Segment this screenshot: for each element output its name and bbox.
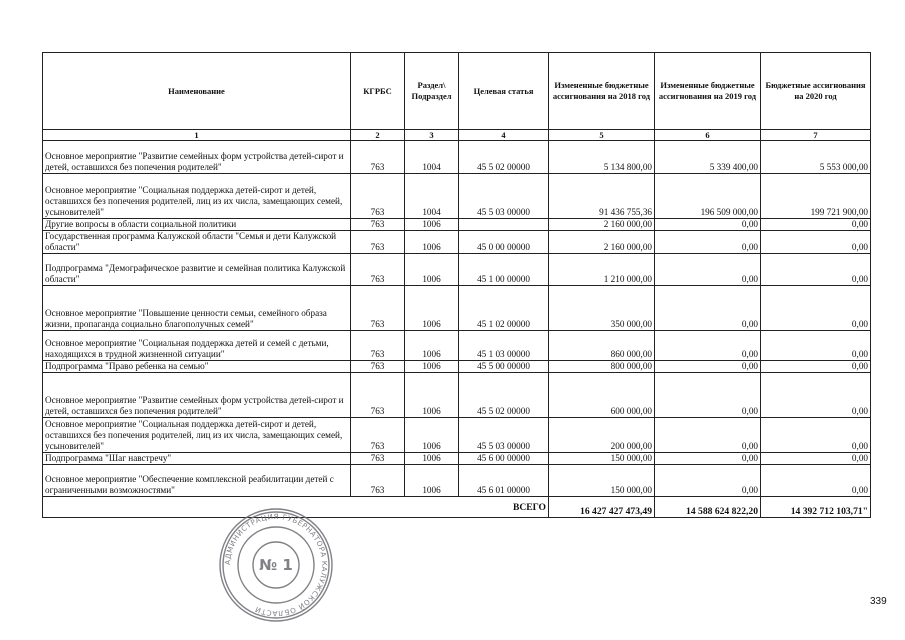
row-section: 1006 [405,361,459,373]
table-row [43,174,871,219]
table-row [43,453,871,465]
row-value-2020: 0,00 [761,453,871,465]
seal-outer-text: АДМИНИСТРАЦИЯ ГУБЕРНАТОРА КАЛУЖСКОЙ ОБЛАСТИ [222,511,330,619]
row-value-2019: 0,00 [655,231,761,254]
row-section: 1006 [405,231,459,254]
row-kgrbs: 763 [351,219,405,231]
row-section: 1006 [405,331,459,361]
row-section: 1006 [405,286,459,331]
row-value-2020: 0,00 [761,231,871,254]
row-value-2018: 5 134 800,00 [549,141,655,174]
row-value-2020: 0,00 [761,373,871,418]
row-value-2018: 150 000,00 [549,453,655,465]
row-value-2020: 0,00 [761,286,871,331]
row-kgrbs: 763 [351,465,405,497]
row-value-2019: 5 339 400,00 [655,141,761,174]
row-value-2018: 600 000,00 [549,373,655,418]
row-kgrbs: 763 [351,141,405,174]
row-target: 45 5 00 00000 [459,361,549,373]
row-value-2018: 860 000,00 [549,331,655,361]
row-section: 1006 [405,465,459,497]
column-number: 1 [43,130,351,141]
row-kgrbs: 763 [351,174,405,219]
row-name: Основное мероприятие "Повышение ценности семьи, семейного образа жизни, пропаганда социально благополучных семей" [43,286,351,331]
row-target: 45 5 02 00000 [459,373,549,418]
column-number: 3 [405,130,459,141]
row-target: 45 0 00 00000 [459,231,549,254]
row-kgrbs: 763 [351,331,405,361]
column-number: 7 [761,130,871,141]
row-kgrbs: 763 [351,373,405,418]
table-row [43,373,871,418]
row-section: 1006 [405,254,459,286]
row-value-2019: 0,00 [655,219,761,231]
row-value-2019: 0,00 [655,331,761,361]
header-row [43,53,871,130]
official-seal [214,506,338,624]
row-target: 45 6 01 00000 [459,465,549,497]
row-section: 1006 [405,219,459,231]
total-2019: 14 588 624 822,20 [655,497,761,518]
budget-table [42,52,871,518]
row-kgrbs: 763 [351,254,405,286]
row-value-2018: 200 000,00 [549,418,655,453]
row-value-2018: 350 000,00 [549,286,655,331]
row-value-2018: 2 160 000,00 [549,219,655,231]
row-section: 1006 [405,373,459,418]
header-section: Раздел\ Подраздел [405,53,459,130]
table-body [43,141,871,497]
row-target: 45 1 02 00000 [459,286,549,331]
row-value-2019: 0,00 [655,418,761,453]
table-row [43,219,871,231]
row-name: Основное мероприятие "Социальная поддержка детей-сирот и детей, оставшихся без попечения родителей, лиц из их числа, замещающих семей, усыновителей" [43,418,351,453]
row-value-2018: 91 436 755,36 [549,174,655,219]
column-number: 4 [459,130,549,141]
page-number: 339 [870,596,887,607]
table-row [43,465,871,497]
row-value-2020: 0,00 [761,254,871,286]
table-row [43,361,871,373]
row-target: 45 1 00 00000 [459,254,549,286]
table-row [43,286,871,331]
row-target [459,219,549,231]
header-name: Наименование [43,53,351,130]
header-kgrbs: КГРБС [351,53,405,130]
table-row [43,231,871,254]
row-value-2019: 0,00 [655,373,761,418]
row-name: Основное мероприятие "Развитие семейных форм устройства детей-сирот и детей, оставшихся без попечения родителей" [43,141,351,174]
row-value-2019: 0,00 [655,254,761,286]
total-label: ВСЕГО [43,497,549,518]
total-row [43,497,871,518]
row-value-2020: 0,00 [761,219,871,231]
row-value-2019: 0,00 [655,286,761,331]
header-2020: Бюджетные ассигнования на 2020 год [761,53,871,130]
row-value-2019: 0,00 [655,361,761,373]
table-row [43,418,871,453]
row-value-2018: 2 160 000,00 [549,231,655,254]
header-2018: Измененные бюджетные ассигнования на 2018 год [549,53,655,130]
total-2018: 16 427 427 473,49 [549,497,655,518]
table-row [43,254,871,286]
row-value-2020: 199 721 900,00 [761,174,871,219]
row-name: Государственная программа Калужской области "Семья и дети Калужской области" [43,231,351,254]
row-section: 1006 [405,453,459,465]
row-name: Другие вопросы в области социальной политики [43,219,351,231]
row-kgrbs: 763 [351,361,405,373]
row-name: Подпрограмма "Право ребенка на семью" [43,361,351,373]
row-kgrbs: 763 [351,286,405,331]
seal-center-text: № 1 [259,556,293,574]
row-name: Подпрограмма "Демографическое развитие и семейная политика Калужской области" [43,254,351,286]
row-section: 1004 [405,141,459,174]
row-value-2019: 0,00 [655,453,761,465]
row-value-2020: 0,00 [761,465,871,497]
row-value-2018: 150 000,00 [549,465,655,497]
header-2019: Измененные бюджетные ассигнования на 2019 год [655,53,761,130]
row-name: Основное мероприятие "Социальная поддержка детей-сирот и детей, оставшихся без попечения родителей, лиц из их числа, замещающих семей, усыновителей" [43,174,351,219]
row-value-2020: 5 553 000,00 [761,141,871,174]
row-kgrbs: 763 [351,453,405,465]
row-value-2019: 196 509 000,00 [655,174,761,219]
row-value-2020: 0,00 [761,331,871,361]
table-row [43,331,871,361]
column-number-row [43,130,871,141]
row-target: 45 5 03 00000 [459,418,549,453]
row-name: Основное мероприятие "Обеспечение комплексной реабилитации детей с ограниченными возможностями" [43,465,351,497]
row-value-2020: 0,00 [761,361,871,373]
header-target: Целевая статья [459,53,549,130]
row-name: Подпрограмма "Шаг навстречу" [43,453,351,465]
row-name: Основное мероприятие "Развитие семейных форм устройства детей-сирот и детей, оставшихся без попечения родителей" [43,373,351,418]
row-target: 45 6 00 00000 [459,453,549,465]
row-target: 45 5 03 00000 [459,174,549,219]
row-value-2019: 0,00 [655,465,761,497]
row-kgrbs: 763 [351,231,405,254]
row-kgrbs: 763 [351,418,405,453]
row-target: 45 5 02 00000 [459,141,549,174]
row-section: 1004 [405,174,459,219]
row-target: 45 1 03 00000 [459,331,549,361]
column-number: 6 [655,130,761,141]
table-row [43,141,871,174]
row-value-2018: 1 210 000,00 [549,254,655,286]
total-2020: 14 392 712 103,71" [761,497,871,518]
row-section: 1006 [405,418,459,453]
row-name: Основное мероприятие "Социальная поддержка детей и семей с детьми, находящихся в трудной жизненной ситуации" [43,331,351,361]
row-value-2020: 0,00 [761,418,871,453]
column-number: 2 [351,130,405,141]
column-number: 5 [549,130,655,141]
row-value-2018: 800 000,00 [549,361,655,373]
